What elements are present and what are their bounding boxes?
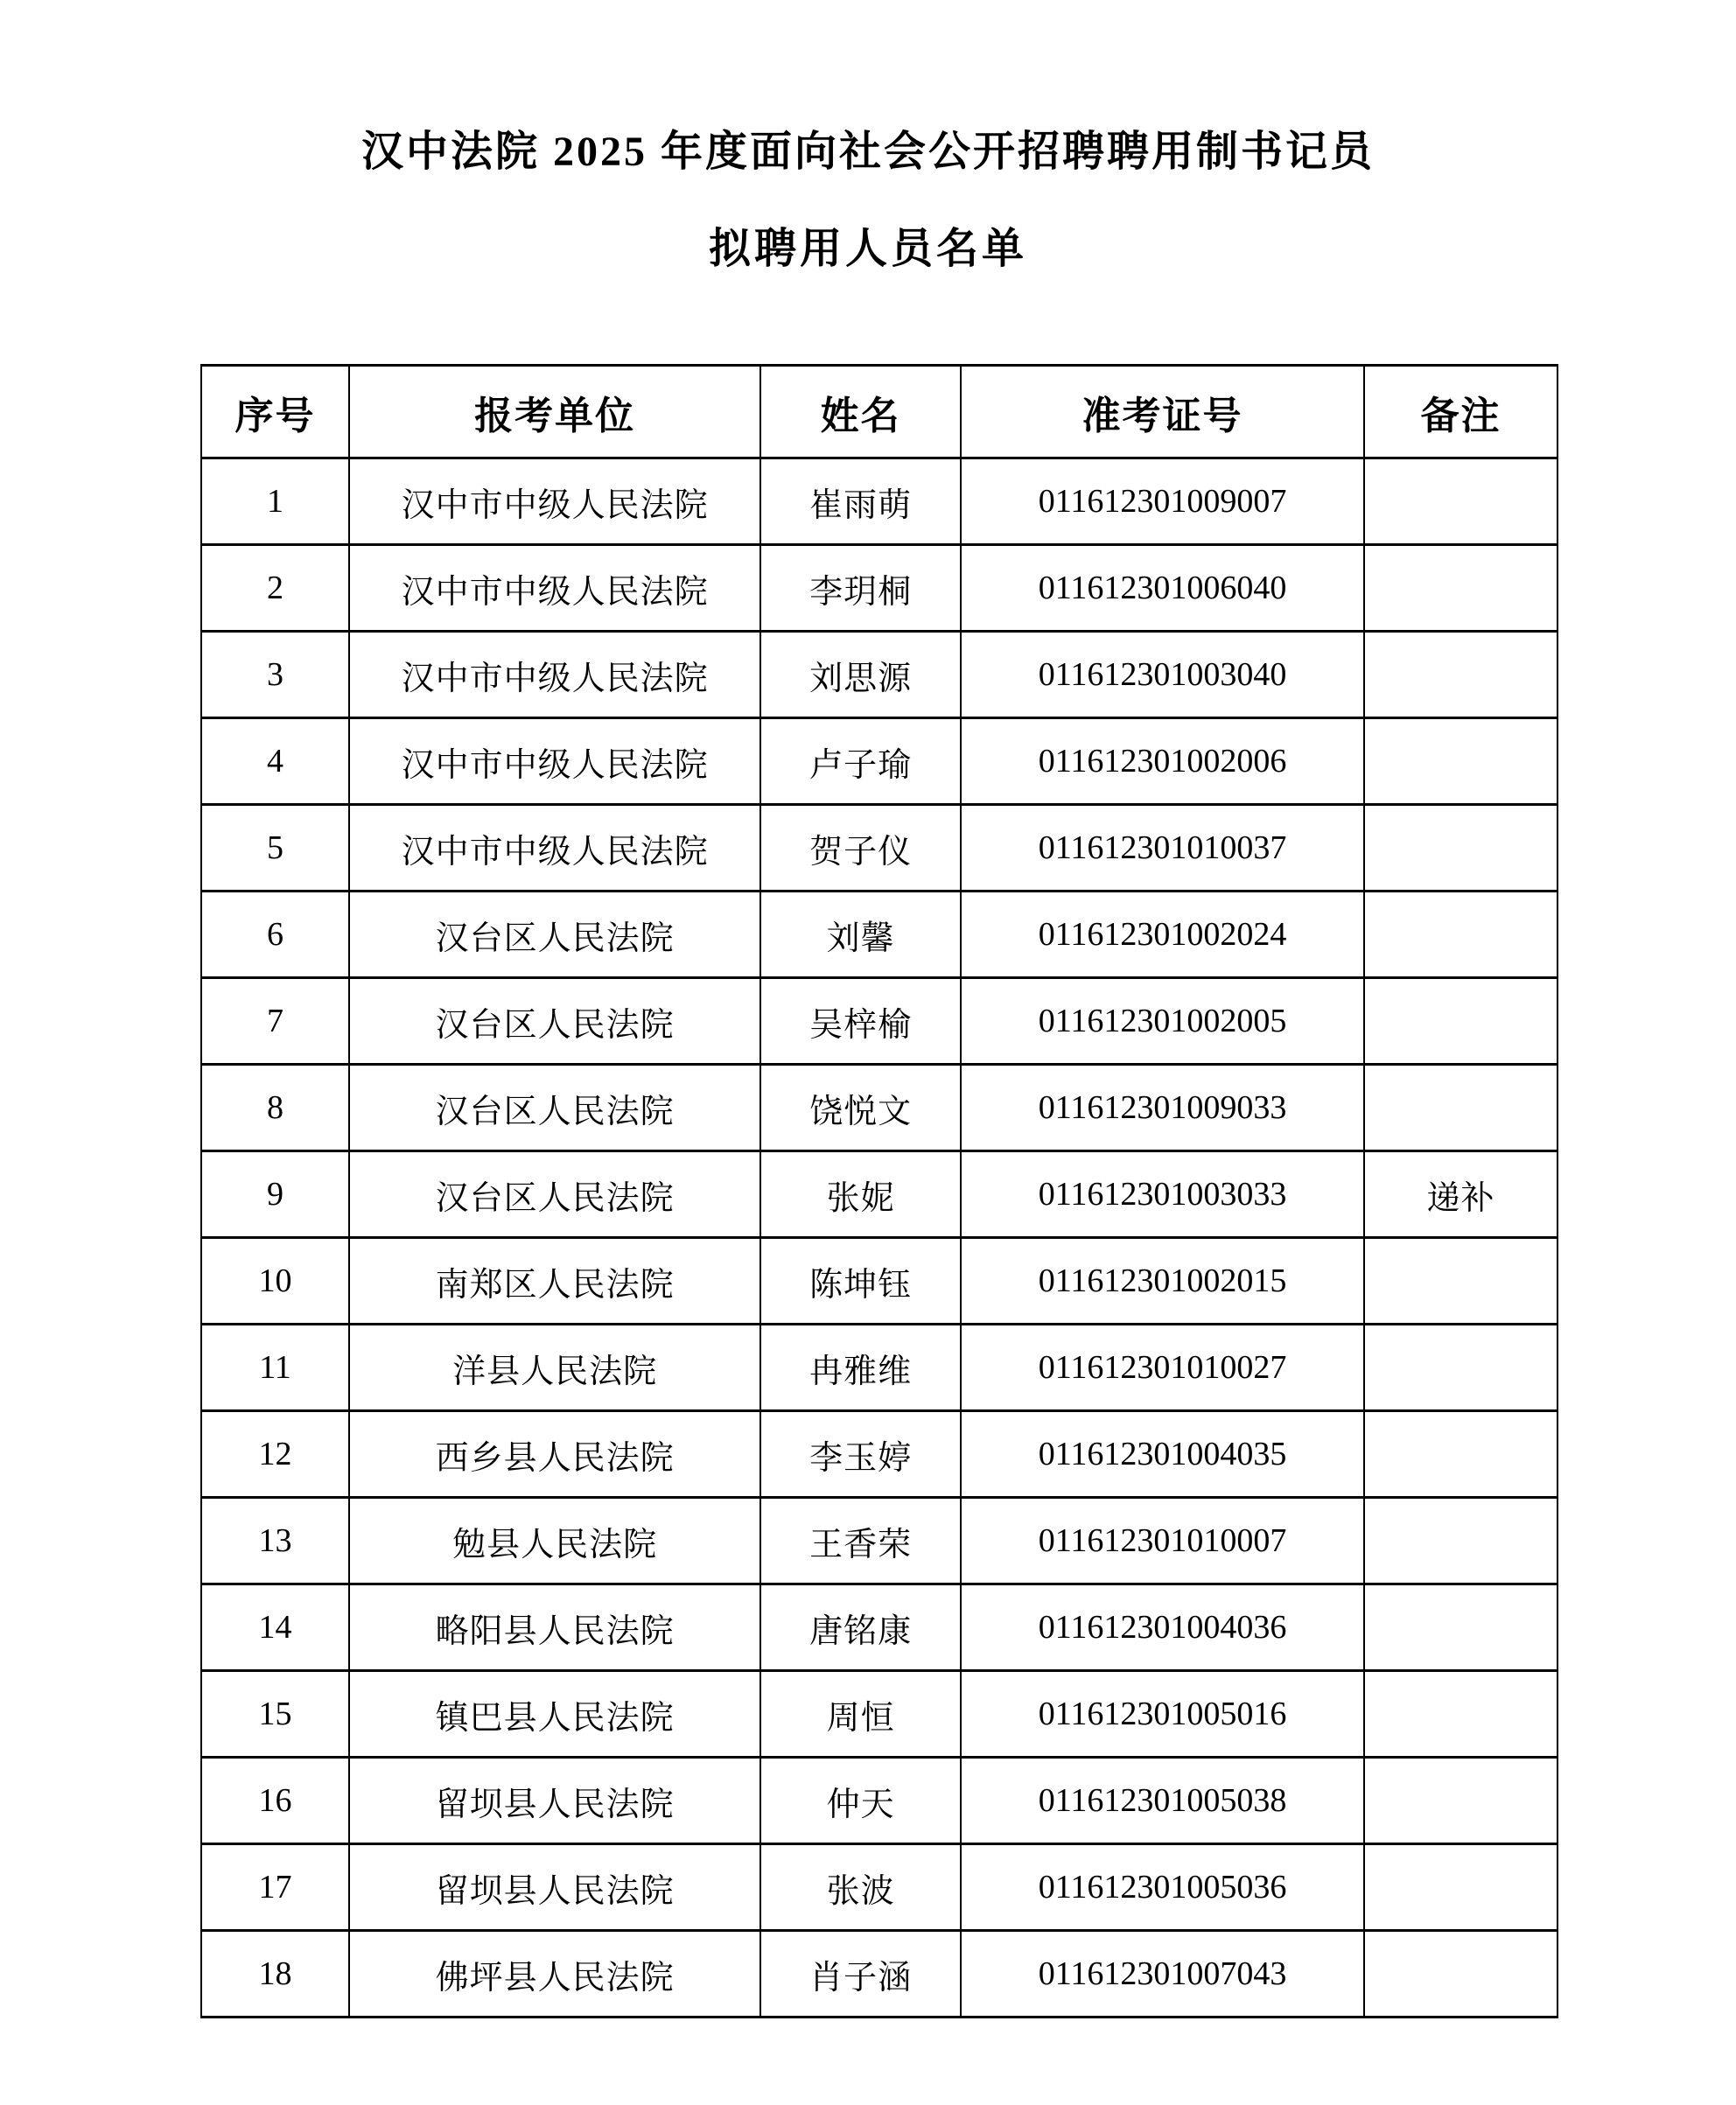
table-row [201,1584,1558,1671]
table-row [201,1411,1558,1498]
cell-remark [1364,458,1558,545]
cell-name: 刘馨 [760,892,961,978]
document-title-line2: 拟聘用人员名单 [708,225,1027,272]
cell-ticket: 011612301004036 [961,1584,1364,1671]
cell-remark [1364,1671,1558,1758]
cell-remark [1364,1238,1558,1325]
cell-ticket: 011612301010037 [961,805,1364,892]
table-row [201,1325,1558,1411]
cell-name: 刘思源 [760,632,961,718]
cell-remark [1364,1498,1558,1584]
cell-unit: 汉台区人民法院 [349,978,760,1065]
cell-unit: 佛坪县人民法院 [349,1931,760,2018]
table-row [201,805,1558,892]
cell-ticket: 011612301007043 [961,1931,1364,2018]
table-row [201,1931,1558,2018]
cell-name: 崔雨萌 [760,458,961,545]
cell-remark [1364,632,1558,718]
cell-unit: 留坝县人民法院 [349,1758,760,1844]
cell-name: 王香荣 [760,1498,961,1584]
cell-ticket: 011612301005016 [961,1671,1364,1758]
cell-name: 张妮 [760,1151,961,1238]
col-header-index: 序号 [201,366,349,458]
cell-unit: 汉台区人民法院 [349,1065,760,1151]
cell-name: 贺子仪 [760,805,961,892]
cell-index: 4 [201,718,349,805]
table-row [201,978,1558,1065]
cell-unit: 汉台区人民法院 [349,892,760,978]
cell-index: 14 [201,1584,349,1671]
cell-ticket: 011612301002006 [961,718,1364,805]
cell-remark [1364,718,1558,805]
table-row [201,1758,1558,1844]
cell-remark [1364,1931,1558,2018]
col-header-unit: 报考单位 [349,366,760,458]
cell-name: 饶悦文 [760,1065,961,1151]
cell-unit: 汉中市中级人民法院 [349,545,760,632]
cell-ticket: 011612301006040 [961,545,1364,632]
table-header-row [201,366,1558,458]
cell-name: 冉雅维 [760,1325,961,1411]
cell-ticket: 011612301002005 [961,978,1364,1065]
cell-unit: 汉中市中级人民法院 [349,632,760,718]
cell-ticket: 011612301009033 [961,1065,1364,1151]
table-row [201,1498,1558,1584]
cell-unit: 勉县人民法院 [349,1498,760,1584]
cell-index: 3 [201,632,349,718]
col-header-ticket: 准考证号 [961,366,1364,458]
col-header-name: 姓名 [760,366,961,458]
cell-name: 李玉婷 [760,1411,961,1498]
table-row [201,545,1558,632]
cell-index: 1 [201,458,349,545]
cell-unit: 汉中市中级人民法院 [349,458,760,545]
cell-index: 5 [201,805,349,892]
cell-index: 17 [201,1844,349,1931]
cell-index: 11 [201,1325,349,1411]
cell-ticket: 011612301009007 [961,458,1364,545]
cell-remark [1364,892,1558,978]
cell-name: 吴梓榆 [760,978,961,1065]
cell-name: 肖子涵 [760,1931,961,2018]
cell-index: 12 [201,1411,349,1498]
cell-ticket: 011612301005038 [961,1758,1364,1844]
table-row [201,632,1558,718]
table-row [201,1238,1558,1325]
cell-name: 陈坤钰 [760,1238,961,1325]
cell-index: 15 [201,1671,349,1758]
cell-remark [1364,1411,1558,1498]
document-title [0,129,1736,273]
cell-index: 10 [201,1238,349,1325]
cell-ticket: 011612301010027 [961,1325,1364,1411]
col-header-remark: 备注 [1364,366,1558,458]
cell-unit: 留坝县人民法院 [349,1844,760,1931]
cell-remark: 递补 [1364,1151,1558,1238]
hire-roster-table [200,364,1558,2018]
table-row [201,892,1558,978]
cell-ticket: 011612301005036 [961,1844,1364,1931]
cell-remark [1364,1325,1558,1411]
document-title-line1: 汉中法院 2025 年度面向社会公开招聘聘用制书记员 [360,129,1375,175]
cell-remark [1364,1584,1558,1671]
cell-index: 18 [201,1931,349,2018]
cell-index: 7 [201,978,349,1065]
cell-ticket: 011612301003033 [961,1151,1364,1238]
cell-ticket: 011612301004035 [961,1411,1364,1498]
table-row [201,1151,1558,1238]
cell-index: 16 [201,1758,349,1844]
cell-ticket: 011612301010007 [961,1498,1364,1584]
cell-ticket: 011612301003040 [961,632,1364,718]
cell-name: 卢子瑜 [760,718,961,805]
cell-name: 唐铭康 [760,1584,961,1671]
cell-remark [1364,978,1558,1065]
cell-unit: 镇巴县人民法院 [349,1671,760,1758]
cell-remark [1364,545,1558,632]
cell-unit: 南郑区人民法院 [349,1238,760,1325]
cell-name: 张波 [760,1844,961,1931]
cell-index: 6 [201,892,349,978]
cell-unit: 汉中市中级人民法院 [349,805,760,892]
cell-unit: 汉中市中级人民法院 [349,718,760,805]
cell-ticket: 011612301002015 [961,1238,1364,1325]
table-row [201,1671,1558,1758]
cell-index: 9 [201,1151,349,1238]
cell-name: 仲天 [760,1758,961,1844]
table-row [201,718,1558,805]
cell-remark [1364,1844,1558,1931]
cell-unit: 略阳县人民法院 [349,1584,760,1671]
cell-ticket: 011612301002024 [961,892,1364,978]
table-row [201,458,1558,545]
table-row [201,1844,1558,1931]
cell-unit: 西乡县人民法院 [349,1411,760,1498]
cell-name: 周恒 [760,1671,961,1758]
cell-unit: 洋县人民法院 [349,1325,760,1411]
cell-index: 8 [201,1065,349,1151]
cell-index: 13 [201,1498,349,1584]
cell-unit: 汉台区人民法院 [349,1151,760,1238]
cell-remark [1364,1065,1558,1151]
cell-name: 李玥桐 [760,545,961,632]
cell-remark [1364,1758,1558,1844]
cell-remark [1364,805,1558,892]
table-row [201,1065,1558,1151]
cell-index: 2 [201,545,349,632]
